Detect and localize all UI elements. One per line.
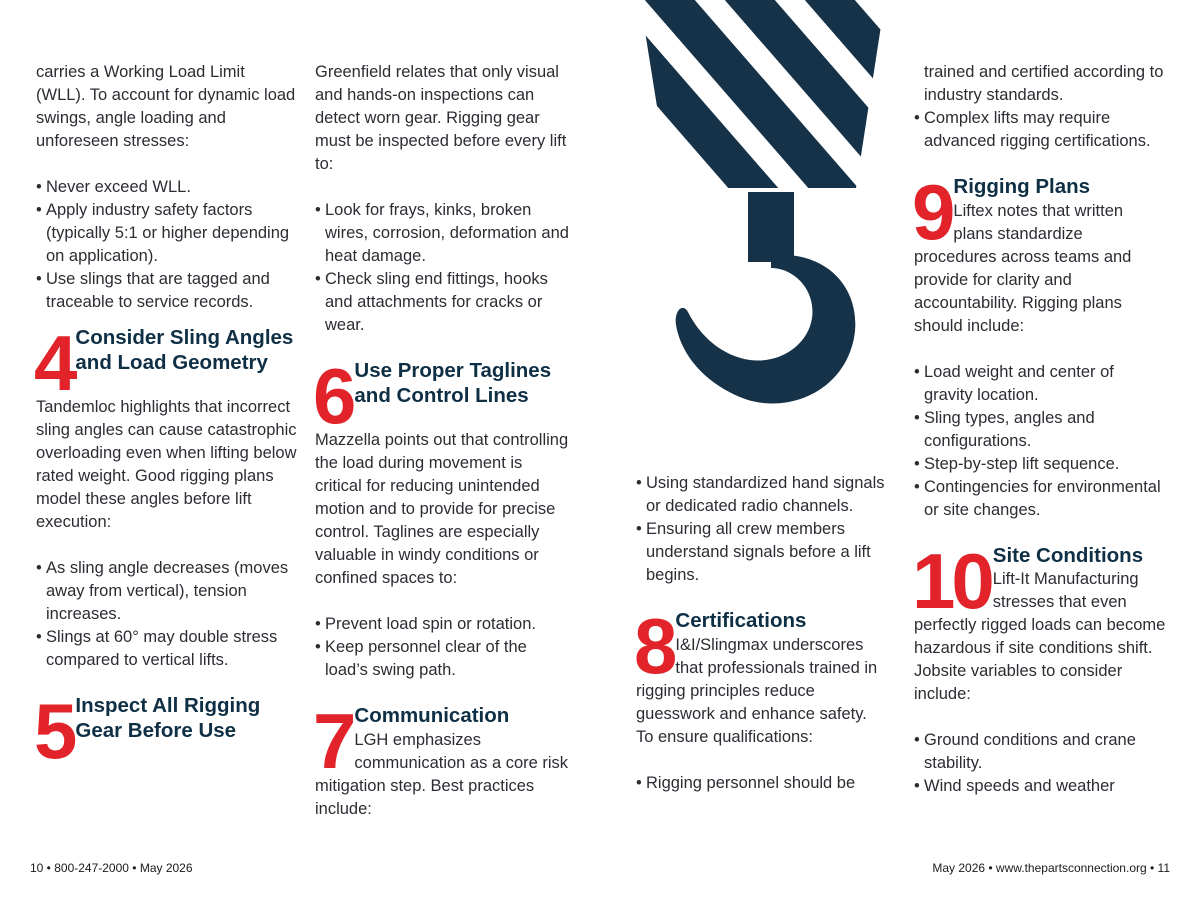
section-heading: Communication: [354, 704, 510, 727]
list-item: • Never exceed WLL.: [36, 176, 298, 199]
list-item: • Apply industry safety factors (typically 5:1 or higher depending on application).: [36, 199, 298, 268]
section-7-body: LGH emphasizes communication as a core risk mitigation step. Best practices include:: [315, 730, 569, 818]
section-4: [34, 319, 298, 407]
col4-intro-bullets: [914, 61, 1166, 153]
footer-left: 10 • 800-247-2000 • May 2026: [30, 861, 193, 875]
list-item: • Wind speeds and weather: [914, 775, 1166, 798]
section-6: [313, 352, 570, 440]
section-number: 8: [634, 602, 674, 690]
list-item: • Slings at 60° may double stress compared to vertical lifts.: [36, 626, 298, 672]
col2-intro: Greenfield relates that only visual and hands-on inspections can detect worn gear. Rigging gear must be inspected before every lift to:: [315, 63, 567, 173]
section-9-body: Liftex notes that written plans standardize procedures across teams and provide for clarity and accountability. Rigging plans should include:: [914, 201, 1132, 335]
crane-hook-illustration: [630, 0, 900, 430]
list-item: • As sling angle decreases (moves away from vertical), tension increases.: [36, 557, 298, 626]
section-9: [912, 168, 1166, 338]
section-heading: Certifications: [675, 609, 807, 632]
col1-intro: carries a Working Load Limit (WLL). To account for dynamic load swings, angle loading and unforeseen stresses:: [36, 63, 296, 150]
section-8-body: I&I/Slingmax underscores that professionals trained in rigging principles reduce guesswork and enhance safety. To ensure qualifications:: [636, 635, 878, 746]
section-6-body: Mazzella points out that controlling the load during movement is critical for reducing unintended motion and to provide for precise control. Taglines are especially valuable in windy conditions or confined spaces to:: [315, 431, 569, 587]
list-item: • Using standardized hand signals or dedicated radio channels.: [636, 472, 886, 518]
list-item: • Step-by-step lift sequence.: [914, 453, 1166, 476]
list-item: • Load weight and center of gravity location.: [914, 361, 1166, 407]
list-item: • Prevent load spin or rotation.: [315, 613, 570, 636]
section-8: [634, 602, 886, 749]
section-4-body: Tandemloc highlights that incorrect sling angles can cause catastrophic overloading even when lifting below rated weight. Good rigging plans model these angles before lift execution:: [36, 398, 297, 531]
section-heading: Inspect All Rigging Gear Before Use: [75, 694, 261, 742]
list-item: • Ensuring all crew members understand signals before a lift begins.: [636, 518, 886, 587]
list-item: • Check sling end fittings, hooks and attachments for cracks or wear.: [315, 268, 570, 337]
col2-bullets: [315, 199, 570, 337]
section-5: [34, 687, 298, 775]
section-heading: Use Proper Taglines and Control Lines: [354, 359, 552, 407]
section-8-bullets: [636, 772, 886, 795]
section-number: 5: [34, 687, 74, 775]
list-item: • Contingencies for environmental or site changes.: [914, 476, 1166, 522]
section-number: 6: [313, 352, 353, 440]
list-item: • Complex lifts may require advanced rigging certifications.: [914, 107, 1166, 153]
section-number: 10: [912, 536, 991, 625]
column-4: [914, 61, 1166, 798]
section-number: 9: [912, 168, 952, 256]
column-2: [315, 61, 570, 821]
column-1: [34, 61, 298, 775]
section-10-body: Lift-It Manufacturing stresses that even perfectly rigged loads can become hazardous if site conditions shift. Jobsite variables to consider include:: [914, 570, 1166, 703]
footer-right: May 2026 • www.thepartsconnection.org • 11: [932, 861, 1170, 875]
section-7: [313, 697, 570, 821]
column-3: [636, 472, 886, 795]
list-item: • Use slings that are tagged and traceable to service records.: [36, 268, 298, 314]
section-10-bullets: [914, 729, 1166, 798]
section-number: 7: [313, 697, 353, 785]
col3-bullets: [636, 472, 886, 587]
list-item: • Sling types, angles and configurations.: [914, 407, 1166, 453]
section-6-bullets: [315, 613, 570, 682]
list-item: • Keep personnel clear of the load’s swing path.: [315, 636, 570, 682]
list-item-continued: trained and certified according to industry standards.: [924, 63, 1164, 104]
list-item: • Ground conditions and crane stability.: [914, 729, 1166, 775]
section-heading: Site Conditions: [992, 543, 1144, 567]
section-heading: Consider Sling Angles and Load Geometry: [75, 326, 294, 374]
section-9-bullets: [914, 361, 1166, 522]
col1-bullets: [36, 176, 298, 314]
section-number: 4: [34, 319, 74, 407]
section-10: [912, 536, 1166, 707]
section-4-bullets: [36, 557, 298, 672]
section-heading: Rigging Plans: [953, 175, 1091, 198]
list-item: • Rigging personnel should be: [636, 772, 886, 795]
list-item: • Look for frays, kinks, broken wires, corrosion, deformation and heat damage.: [315, 199, 570, 268]
